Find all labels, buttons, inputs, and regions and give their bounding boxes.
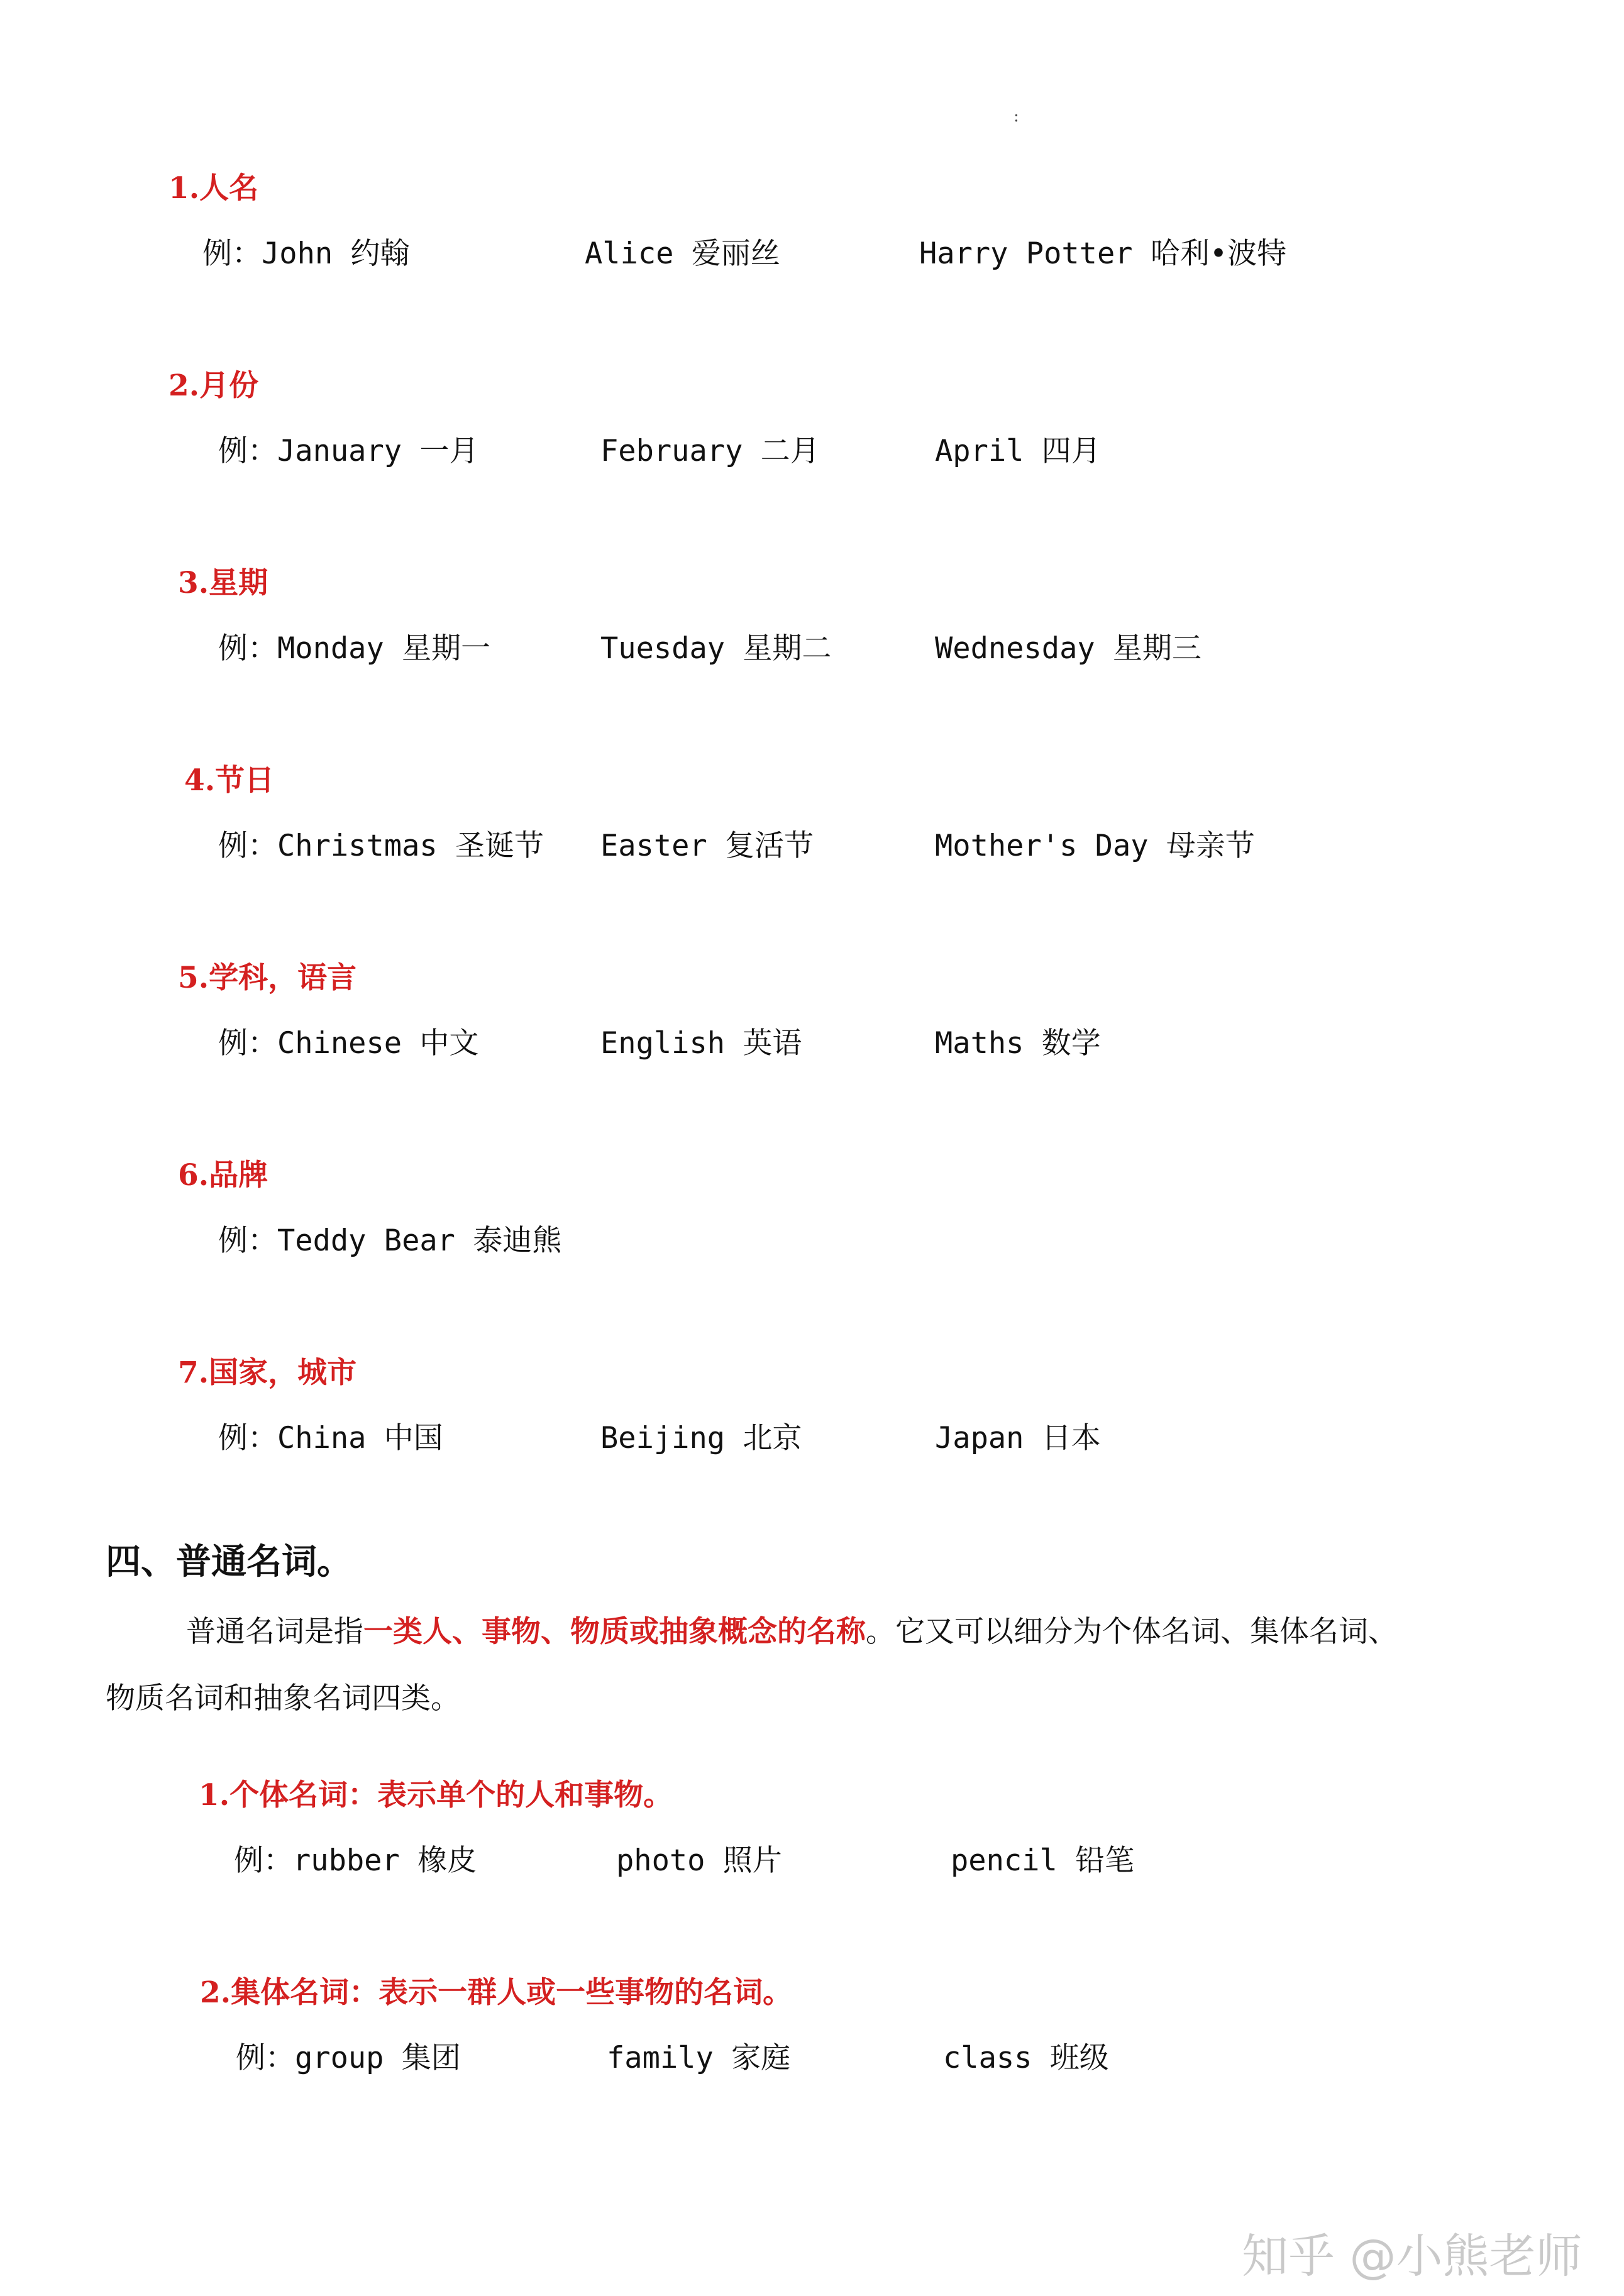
example-item: 例：rubber 橡皮: [234, 1843, 477, 1878]
example-item: 例：Christmas 圣诞节: [218, 829, 544, 863]
section-title-countries: 7.国家，城市: [178, 1355, 357, 1390]
example-item: Harry Potter 哈利•波特: [919, 236, 1287, 271]
example-item: Maths 数学: [935, 1026, 1101, 1061]
example-item: Tuesday 星期二: [600, 631, 832, 666]
intro-prefix: 普通名词是指: [186, 1614, 363, 1649]
section-title-weekdays: 3.星期: [178, 566, 268, 600]
example-item: pencil 铅笔: [951, 1843, 1135, 1878]
top-mark: :: [1014, 107, 1019, 126]
example-item: 例：John 约翰: [202, 236, 410, 271]
example-item: 例：Monday 星期一: [218, 631, 491, 666]
section-title-holidays: 4.节日: [184, 763, 275, 798]
intro-paragraph-line1: [186, 1608, 1398, 1650]
example-item: February 二月: [600, 434, 820, 468]
intro-emphasis: 一类人、事物、物质或抽象概念的名称: [363, 1614, 866, 1649]
section-heading-common-noun: 四、普通名词。: [106, 1541, 352, 1582]
section-title-subjects: 5.学科，语言: [178, 961, 357, 995]
example-item: Wednesday 星期三: [935, 631, 1201, 666]
example-item: 例：Teddy Bear 泰迪熊: [218, 1223, 562, 1258]
example-item: family 家庭: [607, 2041, 791, 2075]
example-item: photo 照片: [616, 1843, 782, 1878]
example-item: Japan 日本: [935, 1421, 1101, 1455]
intro-paragraph-line2: 物质名词和抽象名词四类。: [106, 1681, 460, 1716]
subsection-title-collective-nouns: 2.集体名词：表示一群人或一些事物的名词。: [200, 1975, 793, 2010]
example-item: 例：January 一月: [218, 434, 479, 468]
example-item: Easter 复活节: [600, 829, 814, 863]
example-item: Alice 爱丽丝: [585, 236, 780, 271]
example-item: class 班级: [943, 2041, 1109, 2075]
watermark: 知乎 @小熊老师: [1242, 2229, 1583, 2283]
example-item: 例：Chinese 中文: [218, 1026, 479, 1061]
example-item: Beijing 北京: [600, 1421, 802, 1455]
example-item: 例：group 集团: [236, 2041, 461, 2075]
section-title-months: 2.月份: [168, 368, 259, 403]
example-item: 例：China 中国: [218, 1421, 443, 1455]
intro-suffix: 。它又可以细分为个体名词、集体名词、: [866, 1614, 1398, 1649]
example-item: English 英语: [600, 1026, 802, 1061]
example-item: Mother's Day 母亲节: [935, 829, 1255, 863]
section-title-names: 1.人名: [168, 171, 259, 206]
section-title-brands: 6.品牌: [178, 1158, 268, 1193]
example-item: April 四月: [935, 434, 1101, 468]
subsection-title-individual-nouns: 1.个体名词：表示单个的人和事物。: [199, 1778, 673, 1813]
